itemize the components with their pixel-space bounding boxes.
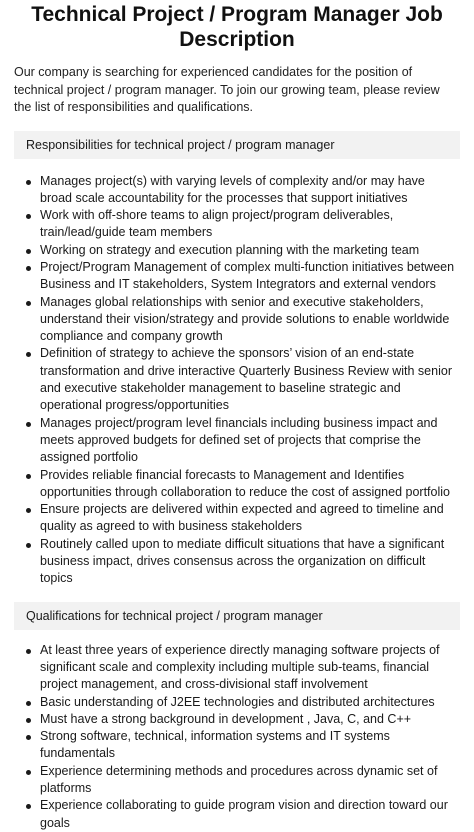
list-item-text: Project/Program Management of complex multi-function initiatives between Business and IT stakeholders, System Integrators and external vendors — [40, 259, 455, 292]
list-item — [26, 711, 460, 728]
bullet-icon — [26, 649, 31, 654]
list-item — [26, 642, 460, 694]
list-item — [26, 763, 460, 798]
list-item — [26, 536, 460, 588]
bullet-icon — [26, 543, 31, 548]
list-item — [26, 501, 460, 536]
list-item-text: Ensure projects are delivered within expected and agreed to timeline and quality as agreed to with business stakeholders — [40, 502, 444, 534]
responsibilities-list — [14, 173, 460, 588]
bullet-icon — [26, 422, 31, 427]
list-item — [26, 415, 460, 467]
bullet-icon — [26, 352, 31, 357]
list-item — [26, 797, 460, 832]
bullet-icon — [26, 735, 31, 740]
list-item-text: Provides reliable financial forecasts to Management and Identifies opportunities through collaboration to reduce the cost of assigned portfolio — [40, 467, 450, 499]
list-item-text: Experience collaborating to guide program vision and direction toward our goals — [40, 798, 448, 830]
list-item-text: Manages global relationships with senior and executive stakeholders, understand their vision/strategy and provide solutions to enable worldwide compliance and company growth — [40, 294, 450, 344]
bullet-icon — [26, 508, 31, 513]
list-item-text: Manages project(s) with varying levels of complexity and/or may have broad scale accountability for the processes that support initiatives — [40, 173, 425, 205]
list-item-text: Routinely called upon to mediate difficult situations that have a significant business impact, drives consensus across the organization on difficult topics — [40, 536, 445, 586]
bullet-icon — [26, 474, 31, 479]
responsibilities-heading: Responsibilities for technical project / program manager — [14, 131, 460, 159]
bullet-icon — [26, 301, 31, 306]
list-item — [26, 294, 460, 346]
intro-paragraph: Our company is searching for experienced candidates for the position of technical project / program manager. To join our growing team, please review the list of responsibilities and qualifications. — [14, 65, 440, 114]
list-item — [26, 207, 460, 242]
bullet-icon — [26, 180, 31, 185]
bullet-icon — [26, 266, 31, 271]
bullet-icon — [26, 804, 31, 809]
bullet-icon — [26, 770, 31, 775]
list-item-text: Working on strategy and execution planning with the marketing team — [40, 242, 420, 257]
list-item — [26, 694, 460, 711]
qualifications-heading: Qualifications for technical project / program manager — [14, 602, 460, 630]
bullet-icon — [26, 214, 31, 219]
list-item-text: Work with off-shore teams to align project/program deliverables, train/lead/guide team members — [40, 208, 394, 240]
list-item-text: Manages project/program level financials including business impact and meets approved budgets for defined set of projects that comprise the assigned portfolio — [40, 415, 438, 465]
list-item-text: Definition of strategy to achieve the sponsors’ vision of an end-state transformation and drive interactive Quarterly Business Review with senior and executive stakeholder management to baseline strategic and operational progress/opportunities — [40, 346, 452, 413]
list-item — [26, 467, 460, 502]
page-title: Technical Project / Program Manager Job Description — [31, 3, 443, 51]
list-item-text: At least three years of experience directly managing software projects of significant scale and complexity including multiple sub-teams, financial project management, and cross-divisional staff involvement — [40, 642, 440, 692]
list-item-text: Basic understanding of J2EE technologies and distributed architectures — [40, 694, 435, 709]
bullet-icon — [26, 249, 31, 254]
bullet-icon — [26, 718, 31, 723]
list-item — [26, 728, 460, 763]
list-item — [26, 345, 460, 414]
list-item — [26, 259, 460, 294]
list-item — [26, 173, 460, 208]
qualifications-list — [14, 642, 460, 832]
list-item-text: Strong software, technical, information systems and IT systems fundamentals — [40, 729, 390, 761]
list-item-text: Must have a strong background in development , Java, C, and C++ — [40, 711, 412, 726]
bullet-icon — [26, 701, 31, 706]
list-item — [26, 242, 460, 259]
list-item-text: Experience determining methods and procedures across dynamic set of platforms — [40, 763, 438, 795]
